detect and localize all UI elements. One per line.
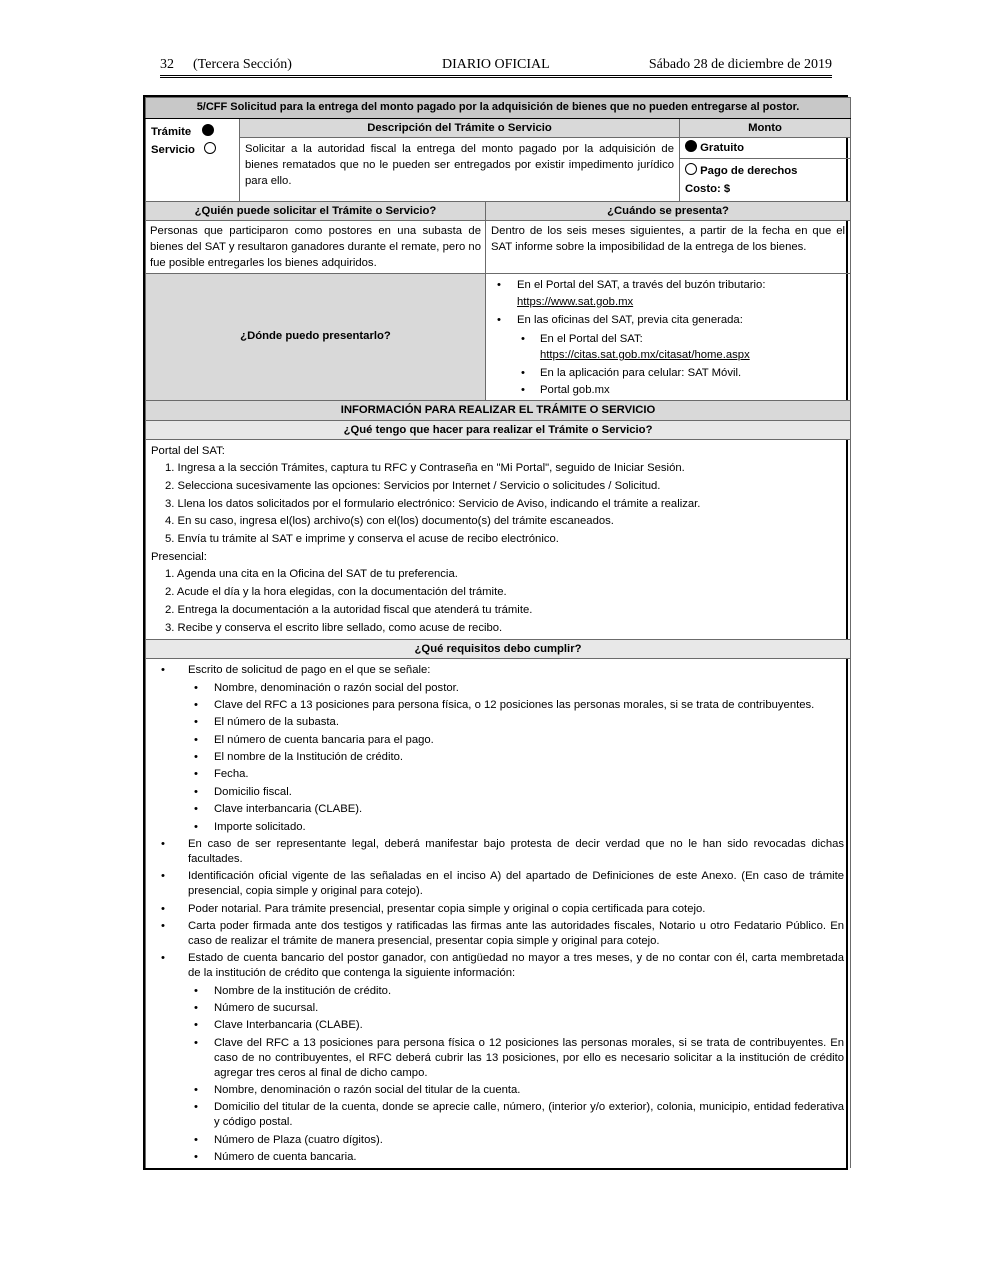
amount-fee: Pago de derechos Costo: $ — [680, 159, 851, 202]
what-header: ¿Qué tengo que hacer para realizar el Trámite o Servicio? — [146, 420, 851, 439]
requirement-subitem: • Nombre, denominación o razón social del titular de la cuenta. — [152, 1083, 844, 1098]
requirement-subitem: • Nombre, denominación o razón social del postor. — [152, 681, 844, 696]
tramite-radio-filled-icon — [202, 124, 214, 136]
requirement-subitem: • Domicilio fiscal. — [152, 785, 844, 800]
portal-step: 2. Selecciona sucesivamente las opciones: Servicios por Internet / Servicio o solicitudes / Solicitud. — [165, 479, 661, 492]
pago-radio-empty-icon — [685, 163, 697, 175]
requirement-item: • Estado de cuenta bancario del postor ganador, con antigüedad no mayor a tres meses, y de no contar con él, carta membretada de la institución de crédito que contenga la siguiente información: — [152, 951, 844, 981]
description-header: Descripción del Trámite o Servicio — [240, 119, 680, 138]
requirement-subitem: • Nombre de la institución de crédito. — [152, 984, 844, 999]
portal-step: 5. Envía tu trámite al SAT e imprime y conserva el acuse de recibo electrónico. — [165, 533, 559, 546]
presencial-step: 2. Entrega la documentación a la autoridad fiscal que atenderá tu trámite. — [165, 603, 533, 616]
requirement-item: • Escrito de solicitud de pago en el que se señale: — [152, 663, 844, 678]
requirement-subitem: • Clave Interbancaria (CLABE). — [152, 1018, 844, 1033]
steps-cell — [146, 439, 851, 640]
where-offices-sub-portal: • En el Portal del SAT: https://citas.sat.gob.mx/citasat/home.aspx — [492, 331, 844, 364]
who-header: ¿Quién puede solicitar el Trámite o Servicio? — [146, 202, 486, 221]
where-offices-sub-gob: • Portal gob.mx — [492, 382, 844, 399]
presencial-step: 3. Recibe y conserva el escrito libre sellado, como acuse de recibo. — [165, 621, 503, 634]
requirement-item: • En caso de ser representante legal, deberá manifestar bajo protesta de decir verdad que no le han sido revocadas dichas facultades. — [152, 837, 844, 867]
where-offices-item: • En las oficinas del SAT, previa cita generada: — [492, 312, 844, 329]
servicio-radio-empty-icon — [204, 142, 216, 154]
publication-name: DIARIO OFICIAL — [442, 57, 550, 72]
requirement-subitem: • Clave interbancaria (CLABE). — [152, 802, 844, 817]
requirement-subitem: • Importe solicitado. — [152, 820, 844, 835]
requirement-subitem: • Clave del RFC a 13 posiciones para persona física, o 12 posiciones las personas morales, si se trata de contribuyentes. — [152, 698, 844, 713]
requirement-subitem: • El número de cuenta bancaria para el pago. — [152, 733, 844, 748]
type-selector — [146, 119, 240, 202]
portal-step: 4. En su caso, ingresa el(los) archivo(s) con el(los) documento(s) del trámite escaneados. — [165, 515, 614, 528]
requirements-header: ¿Qué requisitos debo cumplir? — [146, 640, 851, 659]
amount-free: Gratuito — [680, 138, 851, 159]
procedure-form — [143, 95, 848, 1170]
sat-portal-link[interactable]: https://www.sat.gob.mx — [517, 295, 634, 308]
requirement-item: • Poder notarial. Para trámite presencial, presentar copia simple y original o copia certificada para cotejo. — [152, 902, 844, 917]
description-text: Solicitar a la autoridad fiscal la entrega del monto pagado por la adquisición de bienes rematados que no le pueden ser entregados por existir impedimento jurídico para ello. — [240, 138, 680, 202]
requirement-subitem: • El número de la subasta. — [152, 715, 844, 730]
publication-date: Sábado 28 de diciembre de 2019 — [648, 57, 832, 72]
where-list — [486, 274, 851, 401]
portal-step: 1. Ingresa a la sección Trámites, captura tu RFC y Contraseña en "Mi Portal", seguido de Iniciar Sesión. — [165, 462, 685, 475]
presencial-step: 1. Agenda una cita en la Oficina del SAT de tu preferencia. — [165, 568, 458, 581]
requirement-subitem: • Fecha. — [152, 767, 844, 782]
requirement-subitem: • Número de cuenta bancaria. — [152, 1150, 844, 1165]
presencial-step: 2. Acude el día y la hora elegidas, con la documentación del trámite. — [165, 586, 507, 599]
requirement-subitem: • Clave del RFC a 13 posiciones para persona física o 12 posiciones las personas morales, si se trata de contribuyentes. En caso de no contribuyentes, el RFC deberá cubrir las 13 posiciones, por ello es necesario solicitar a la institución de crédito agregar tres ceros al final de dicho campo. — [152, 1036, 844, 1081]
info-section-header: INFORMACIÓN PARA REALIZAR EL TRÁMITE O SERVICIO — [146, 400, 851, 420]
where-offices-sub-app: • En la aplicación para celular: SAT Móvil. — [492, 365, 844, 382]
requirements-cell — [146, 659, 851, 1168]
where-portal-item: • En el Portal del SAT, a través del buzón tributario: https://www.sat.gob.mx — [492, 277, 844, 310]
when-header: ¿Cuándo se presenta? — [486, 202, 851, 221]
type-tramite: Trámite — [151, 123, 234, 141]
requirement-item: • Carta poder firmada ante dos testigos y ratificadas las firmas ante las autoridades fiscales, Notario u otro Fedatario Público. En caso de realizar el trámite de manera presencial, presentar copia simple y original para cotejo. — [152, 919, 844, 949]
cost-label: Costo: $ — [685, 183, 731, 195]
requirement-subitem: • Número de sucursal. — [152, 1001, 844, 1016]
requirement-item: • Identificación oficial vigente de las señaladas en el inciso A) del apartado de Definiciones de este Anexo. (En caso de trámite presencial, copia simple y original para cotejo). — [152, 869, 844, 899]
type-servicio: Servicio — [151, 141, 234, 159]
requirement-subitem: • Número de Plaza (cuatro dígitos). — [152, 1133, 844, 1148]
where-header: ¿Dónde puedo presentarlo? — [146, 274, 486, 401]
section-label: (Tercera Sección) — [193, 57, 292, 72]
requirement-subitem: • El nombre de la Institución de crédito. — [152, 750, 844, 765]
citas-link[interactable]: https://citas.sat.gob.mx/citasat/home.aspx — [540, 349, 750, 361]
when-text: Dentro de los seis meses siguientes, a partir de la fecha en que el SAT informe sobre la imposibilidad de la entrega de los bienes. — [486, 221, 851, 274]
portal-label: Portal del SAT: — [151, 444, 225, 457]
requirement-subitem: • Domicilio del titular de la cuenta, donde se aprecie calle, número, (interior y/o exterior), colonia, municipio, entidad federativa y código postal. — [152, 1100, 844, 1130]
page-number: 32 — [160, 57, 174, 72]
portal-step: 3. Llena los datos solicitados por el formulario electrónico: Servicio de Aviso, indicando el trámite a realizar. — [165, 497, 701, 510]
amount-header: Monto — [680, 119, 851, 138]
gratuito-radio-filled-icon — [685, 140, 697, 152]
form-title: 5/CFF Solicitud para la entrega del monto pagado por la adquisición de bienes que no pueden entregarse al postor. — [146, 98, 851, 119]
page-header — [160, 56, 832, 78]
presencial-label: Presencial: — [151, 550, 207, 563]
who-text: Personas que participaron como postores en una subasta de bienes del SAT y resultaron ganadores durante el remate, pero no fue posible entregarles los bienes adquiridos. — [146, 221, 486, 274]
